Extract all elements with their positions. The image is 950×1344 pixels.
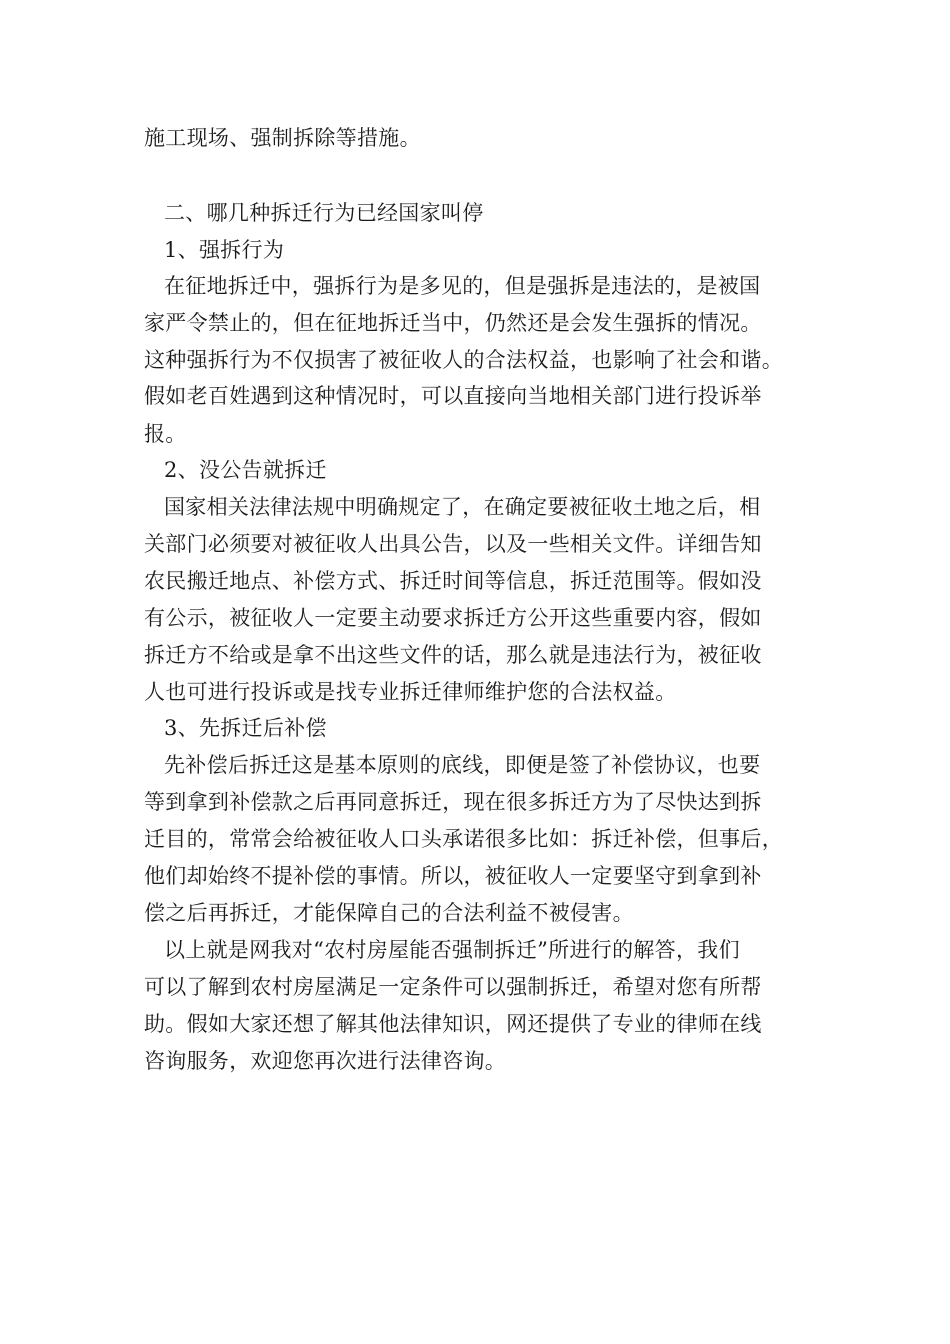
paragraph-line: 偿之后再拆迁，才能保障自己的合法利益不被侵害。	[144, 901, 634, 925]
item-heading-2: 2、没公告就拆迁	[164, 458, 327, 482]
paragraph-line: 等到拿到补偿款之后再同意拆迁，现在很多拆迁方为了尽快达到拆	[144, 790, 762, 814]
conclusion-line: 助。假如大家还想了解其他法律知识，网还提供了专业的律师在线	[144, 1012, 762, 1036]
paragraph-line: 在征地拆迁中，强拆行为是多见的，但是强拆是违法的，是被国	[164, 274, 761, 298]
paragraph-line: 国家相关法律法规中明确规定了，在确定要被征收土地之后，相	[164, 495, 761, 519]
conclusion-line: 咨询服务，欢迎您再次进行法律咨询。	[144, 1049, 507, 1073]
paragraph-line: 报。	[144, 422, 187, 446]
paragraph-line: 这种强拆行为不仅损害了被征收人的合法权益，也影响了社会和谐。	[144, 348, 783, 372]
paragraph-line: 他们却始终不提补偿的事情。所以，被征收人一定要坚守到拿到补	[144, 864, 762, 888]
paragraph-line: 迁目的，常常会给被征收人口头承诺很多比如：拆迁补偿，但事后，	[144, 827, 783, 851]
paragraph-line: 假如老百姓遇到这种情况时，可以直接向当地相关部门进行投诉举	[144, 384, 762, 408]
paragraph-line: 人也可进行投诉或是找专业拆迁律师维护您的合法权益。	[144, 680, 677, 704]
paragraph-line: 关部门必须要对被征收人出具公告，以及一些相关文件。详细告知	[144, 532, 762, 556]
conclusion-line: 可以了解到农村房屋满足一定条件可以强制拆迁，希望对您有所帮	[144, 975, 762, 999]
paragraph-line: 家严令禁止的，但在征地拆迁当中，仍然还是会发生强拆的情况。	[144, 311, 762, 335]
paragraph-line: 先补偿后拆迁这是基本原则的底线，即便是签了补偿协议，也要	[164, 753, 761, 777]
section-title: 二、哪几种拆迁行为已经国家叫停	[164, 201, 484, 225]
item-heading-1: 1、强拆行为	[164, 238, 285, 262]
paragraph-line: 农民搬迁地点、补偿方式、拆迁时间等信息，拆迁范围等。假如没	[144, 569, 762, 593]
paragraph-line: 有公示，被征收人一定要主动要求拆迁方公开这些重要内容，假如	[144, 606, 762, 630]
paragraph-line: 拆迁方不给或是拿不出这些文件的话，那么就是违法行为，被征收	[144, 643, 762, 667]
conclusion-line: 以上就是网我对“农村房屋能否强制拆迁”所进行的解答，我们	[164, 938, 740, 962]
item-heading-3: 3、先拆迁后补偿	[164, 716, 327, 740]
intro-tail-line: 施工现场、强制拆除等措施。	[144, 126, 421, 150]
